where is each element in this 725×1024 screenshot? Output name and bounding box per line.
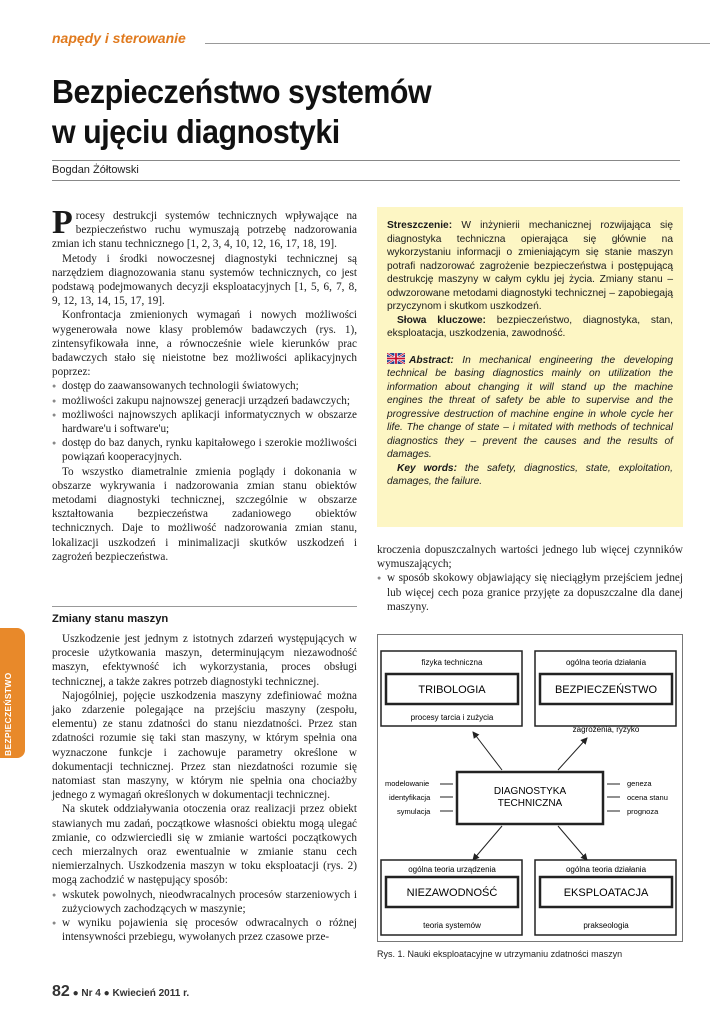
paragraph: Na skutek oddziaływania otoczenia oraz realizacji przez obiekt stawianych mu zadań, początkowe własności obiektu mogą ulegać zmianie, co odzwierciedli się w zmianie wartości początkowych cech mierzalnych oraz ewentualnie w zmianie stanu cech niemierzalnych. Uszkodzenia maszyn w toku eksploatacji (rys. 2) mogą zachodzić w następujący sposób:	[52, 803, 357, 887]
page-number: 82	[52, 983, 70, 1000]
tribologia-bottom-label: procesy tarcia i zużycia	[410, 713, 494, 722]
issue-date: Kwiecień 2011 r.	[112, 988, 190, 999]
left-label: modelowanie	[385, 779, 430, 788]
bezpieczenstwo-bottom-label: zagrożenia, ryzyko	[572, 725, 640, 734]
diagram-figure	[377, 634, 683, 942]
side-tab	[0, 628, 25, 758]
keywords-en: Key words: the safety, diagnostics, state, exploitation, damages, the failure.	[387, 462, 673, 487]
niezawodnosc-bottom-label: teoria systemów	[423, 921, 481, 930]
niezawodnosc-label: NIEZAWODNOŚĆ	[406, 887, 498, 899]
abstract-pl: Streszczenie: W inżynierii mechanicznej rozwijająca się diagnostyka techniczna opierająca się głównie na wykorzystaniu informacji o zmieniającym się stanie maszyn potrafi nadzorować zagrożenie bezpieczeństwa i postępującą destrukcję maszyny w całym cyklu jej życia. Zmiany stanu – odwzorowane metodami diagnostyki technicznej – zapobiegają przyczynom i skutkom uszkodzeń.	[387, 220, 673, 312]
abstract-box	[377, 207, 683, 527]
paragraph: Metody i środki nowoczesnej diagnostyki technicznej są narzędziem diagnozowania stanu systemów technicznych, co jest podstawą podejmowanych decyzji eksploatacyjnych [1, 5, 6, 7, 8, 9, 12, 13, 14, 15, 17, 19].	[52, 252, 357, 308]
subhead-rule-top	[52, 606, 357, 607]
left-column-upper	[52, 204, 357, 564]
title-line-2: w ujęciu diagnostyki	[52, 113, 340, 150]
list-item: ● możliwości zakupu najnowszej generacji urządzeń badawczych;	[52, 394, 357, 408]
bullet-list	[377, 571, 683, 614]
keywords-pl: Słowa kluczowe: bezpieczeństwo, diagnostyka, stan, eksploatacja, uszkodzenia, zawodność.	[387, 314, 673, 339]
article-title	[52, 72, 641, 152]
right-label: prognoza	[627, 807, 659, 816]
left-column-lower	[52, 632, 357, 944]
figure-caption: Rys. 1. Nauki eksploatacyjne w utrzymaniu zdatności maszyn	[377, 949, 623, 959]
diagnostyka-label-2: TECHNICZNA	[497, 798, 563, 809]
list-item: ● możliwości najnowszych aplikacji informatycznych w obszarze hardware'u i software'u;	[52, 408, 357, 436]
bezpieczenstwo-top-label: ogólna teoria działania	[565, 658, 647, 667]
paragraph: Najogólniej, pojęcie uszkodzenia maszyny zdefiniować można jako zdarzenie polegające na przejściu maszyny (zespołu, elementu) ze stanu zdatności do stanu niezdatności. Przez stan zdatności rozumie się taki stan maszyny, w którym spełnia ona wyznaczone funkcje i zachowuje parametry określone w dokumentacji technicznej. Przez stan niezdatności rozumie się natomiast stan maszyny, w którym nie spełnia ona chociażby jednego z wymagań określonych w dokumentacji technicznej.	[52, 689, 357, 802]
paragraph: To wszystko diametralnie zmienia poglądy i dokonania w obszarze wykrywania i nadzorowania zmian stanu obiektów metodami diagnostyki technicznej, szczególnie w obszarze kształtowania bezpieczeństwa zadaniowego obiektów technicznych. Daje to możliwość nadzorowania zmian stanu, lokalizacji uszkodzeń i minimalizacji skutków uszkodzeń i zagrożeń bezpieczeństwa.	[52, 465, 357, 563]
uk-flag-icon	[387, 353, 405, 364]
author-name: Bogdan Żółtowski	[52, 164, 139, 176]
niezawodnosc-top-label: ogólna teoria urządzenia	[408, 865, 496, 874]
right-label: geneza	[627, 779, 652, 788]
eksploatacja-label: EKSPLOATACJA	[563, 887, 649, 899]
tribologia-top-label: fizyka techniczna	[421, 658, 483, 667]
list-item: ● dostęp do baz danych, rynku kapitałowego i szerokie możliwości powiązań kooperacyjnych.	[52, 436, 357, 464]
list-item: ● w sposób skokowy objawiający się nieciągłym przejściem jednej lub więcej cech poza granice przyjęte za dopuszczalne dla danej maszyny.	[377, 571, 683, 614]
intro-paragraph: Procesy destrukcji systemów technicznych wpływające na bezpieczeństwo ruchu wymuszają potrzebę nadzorowania zmian ich stanu technicznego [1, 2, 3, 4, 10, 12, 16, 17, 18, 19].	[52, 204, 357, 251]
list-item: ● w wyniku pojawienia się procesów odwracalnych o różnej intensywności przebiegu, wywołanych przez czasowe prze-	[52, 916, 357, 944]
author-rule-top	[52, 160, 680, 161]
bezpieczenstwo-label: BEZPIECZEŃSTWO	[554, 684, 658, 696]
title-line-1: Bezpieczeństwo systemów	[52, 73, 432, 110]
bullet-list	[52, 888, 357, 945]
right-column-text	[377, 543, 683, 614]
list-item: ● wskutek powolnych, nieodwracalnych procesów starzeniowych i zużyciowych zachodzących w maszynie;	[52, 888, 357, 916]
eksploatacja-bottom-label: prakseologia	[583, 921, 629, 930]
issue-number: Nr 4	[81, 988, 101, 999]
section-subheading: Zmiany stanu maszyn	[52, 613, 169, 625]
eksploatacja-top-label: ogólna teoria działania	[565, 865, 647, 874]
header-rule	[205, 43, 710, 44]
left-label: symulacja	[397, 807, 431, 816]
bullet-list	[52, 379, 357, 464]
left-label: identyfikacja	[389, 793, 431, 802]
side-tab-label: BEZPIECZEŃSTWO	[3, 672, 13, 756]
list-item: ● dostęp do zaawansowanych technologii światowych;	[52, 379, 357, 393]
abstract-en: Abstract: In mechanical engineering the developing technical be basing diagnostics mainly on utilization the information about changing it will stand up the machine engines the threat of safety be able to supervise and the progressive destruction of machine engine in whole cycle her life. The change of state – i mitated with methods of technical diagnostics they – prevent the causes and the results of damages.	[387, 354, 673, 460]
author-rule-bottom	[52, 180, 680, 181]
page-footer: 82 ● Nr 4 ● Kwiecień 2011 r.	[52, 983, 190, 1000]
paragraph: kroczenia dopuszczalnych wartości jednego lub więcej czynników wymuszających;	[377, 544, 683, 571]
drop-cap: P	[52, 204, 73, 241]
paragraph: Konfrontacja zmienionych wymagań i nowych możliwości wygenerowała nowe klasy problemów badawczych (rys. 1), zintensyfikowała inne, a równocześnie wiele kierunków prac badawczych stało się nieistotne bez możliwości aplikacyjnych poprzez:	[52, 309, 357, 379]
diagnostyka-label-1: DIAGNOSTYKA	[493, 786, 567, 797]
tribologia-label: TRIBOLOGIA	[418, 684, 486, 696]
paragraph: Uszkodzenie jest jednym z istotnych zdarzeń występujących w procesie użytkowania maszyn, determinującym niezawodność maszyn, efektywność ich wykorzystania, proces obsługi technicznej, a także zakres potrzeb diagnostyki technicznej.	[52, 633, 357, 688]
section-label: napędy i sterowanie	[52, 30, 186, 46]
right-label: ocena stanu	[627, 793, 668, 802]
